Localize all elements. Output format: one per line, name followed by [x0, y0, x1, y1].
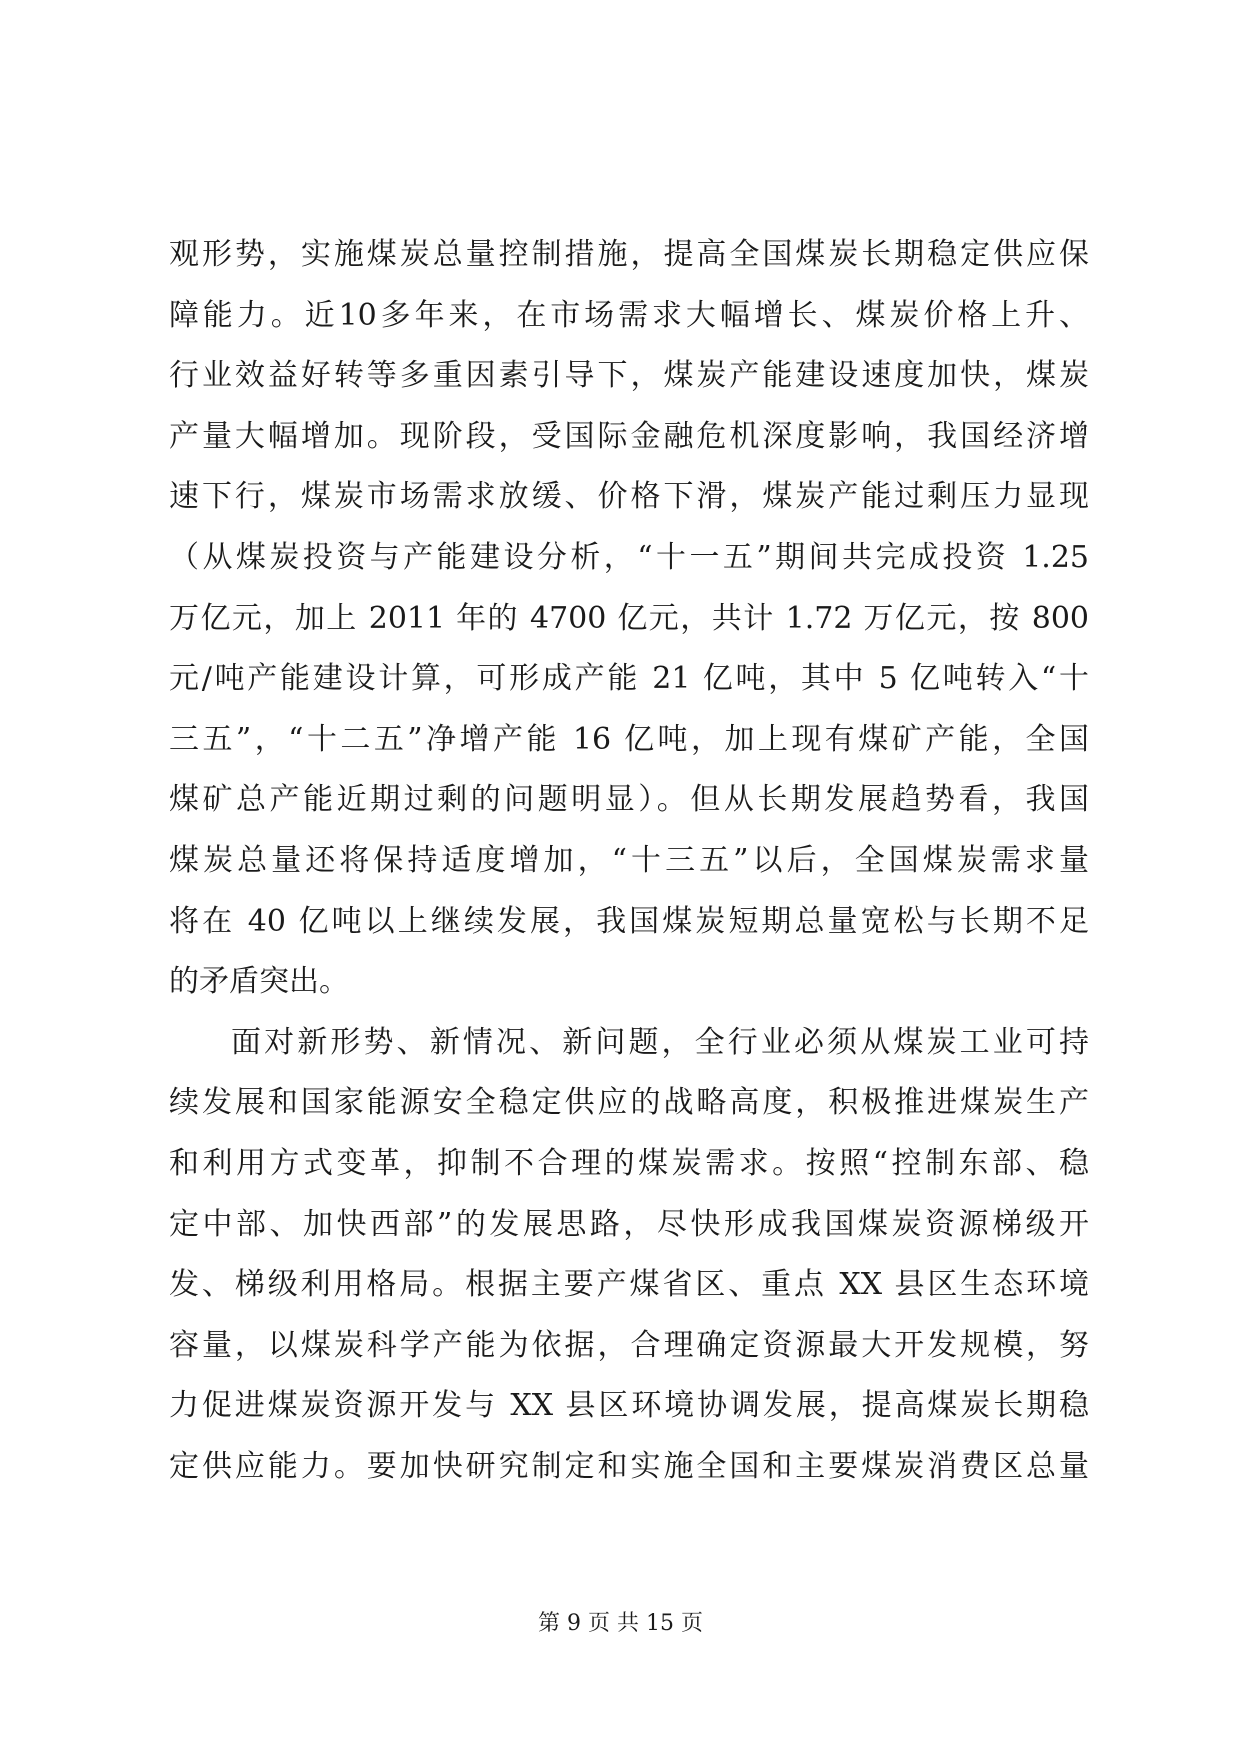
- text-line: 煤矿总产能近期过剩的问题明显）。但从长期发展趋势看，我国: [169, 782, 1089, 818]
- text-line-paragraph-start: 面对新形势、新情况、新问题，全行业必须从煤炭工业可持: [231, 1024, 1089, 1060]
- text-line: 行业效益好转等多重因素引导下，煤炭产能建设速度加快，煤炭: [169, 358, 1089, 394]
- text-line: 定供应能力。要加快研究制定和实施全国和主要煤炭消费区总量: [169, 1448, 1089, 1484]
- text-line-paragraph-end: 的矛盾突出。: [169, 964, 349, 1000]
- text-line: 和利用方式变革，抑制不合理的煤炭需求。按照“控制东部、稳: [169, 1145, 1089, 1181]
- text-line: 元/吨产能建设计算，可形成产能 21 亿吨，其中 5 亿吨转入“十: [169, 661, 1089, 697]
- text-line: 容量，以煤炭科学产能为依据，合理确定资源最大开发规模，努: [169, 1327, 1089, 1363]
- text-line: 观形势，实施煤炭总量控制措施，提高全国煤炭长期稳定供应保: [169, 237, 1089, 272]
- text-line: 将在 40 亿吨以上继续发展，我国煤炭短期总量宽松与长期不足: [169, 903, 1089, 939]
- text-line: 三五”，“十二五”净增产能 16 亿吨，加上现有煤矿产能，全国: [169, 721, 1089, 757]
- page-number-footer: 第 9 页 共 15 页: [538, 1611, 703, 1636]
- text-line: 产量大幅增加。现阶段，受国际金融危机深度影响，我国经济增: [169, 418, 1089, 454]
- text-line: 煤炭总量还将保持适度增加，“十三五”以后，全国煤炭需求量: [169, 842, 1089, 878]
- text-line: 续发展和国家能源安全稳定供应的战略高度，积极推进煤炭生产: [169, 1085, 1089, 1121]
- text-line: （从煤炭投资与产能建设分析，“十一五”期间共完成投资 1.25: [169, 539, 1089, 575]
- text-line: 万亿元，加上 2011 年的 4700 亿元，共计 1.72 万亿元，按 800: [169, 600, 1089, 636]
- text-line: 发、梯级利用格局。根据主要产煤省区、重点 XX 县区生态环境: [169, 1267, 1089, 1303]
- text-line: 定中部、加快西部”的发展思路，尽快形成我国煤炭资源梯级开: [169, 1206, 1089, 1242]
- text-line: 力促进煤炭资源开发与 XX 县区环境协调发展，提高煤炭长期稳: [169, 1388, 1089, 1424]
- body-text: [169, 233, 1089, 1505]
- text-line: 速下行，煤炭市场需求放缓、价格下滑，煤炭产能过剩压力显现: [169, 479, 1089, 515]
- text-line: 障能力。近10多年来，在市场需求大幅增长、煤炭价格上升、: [169, 297, 1089, 333]
